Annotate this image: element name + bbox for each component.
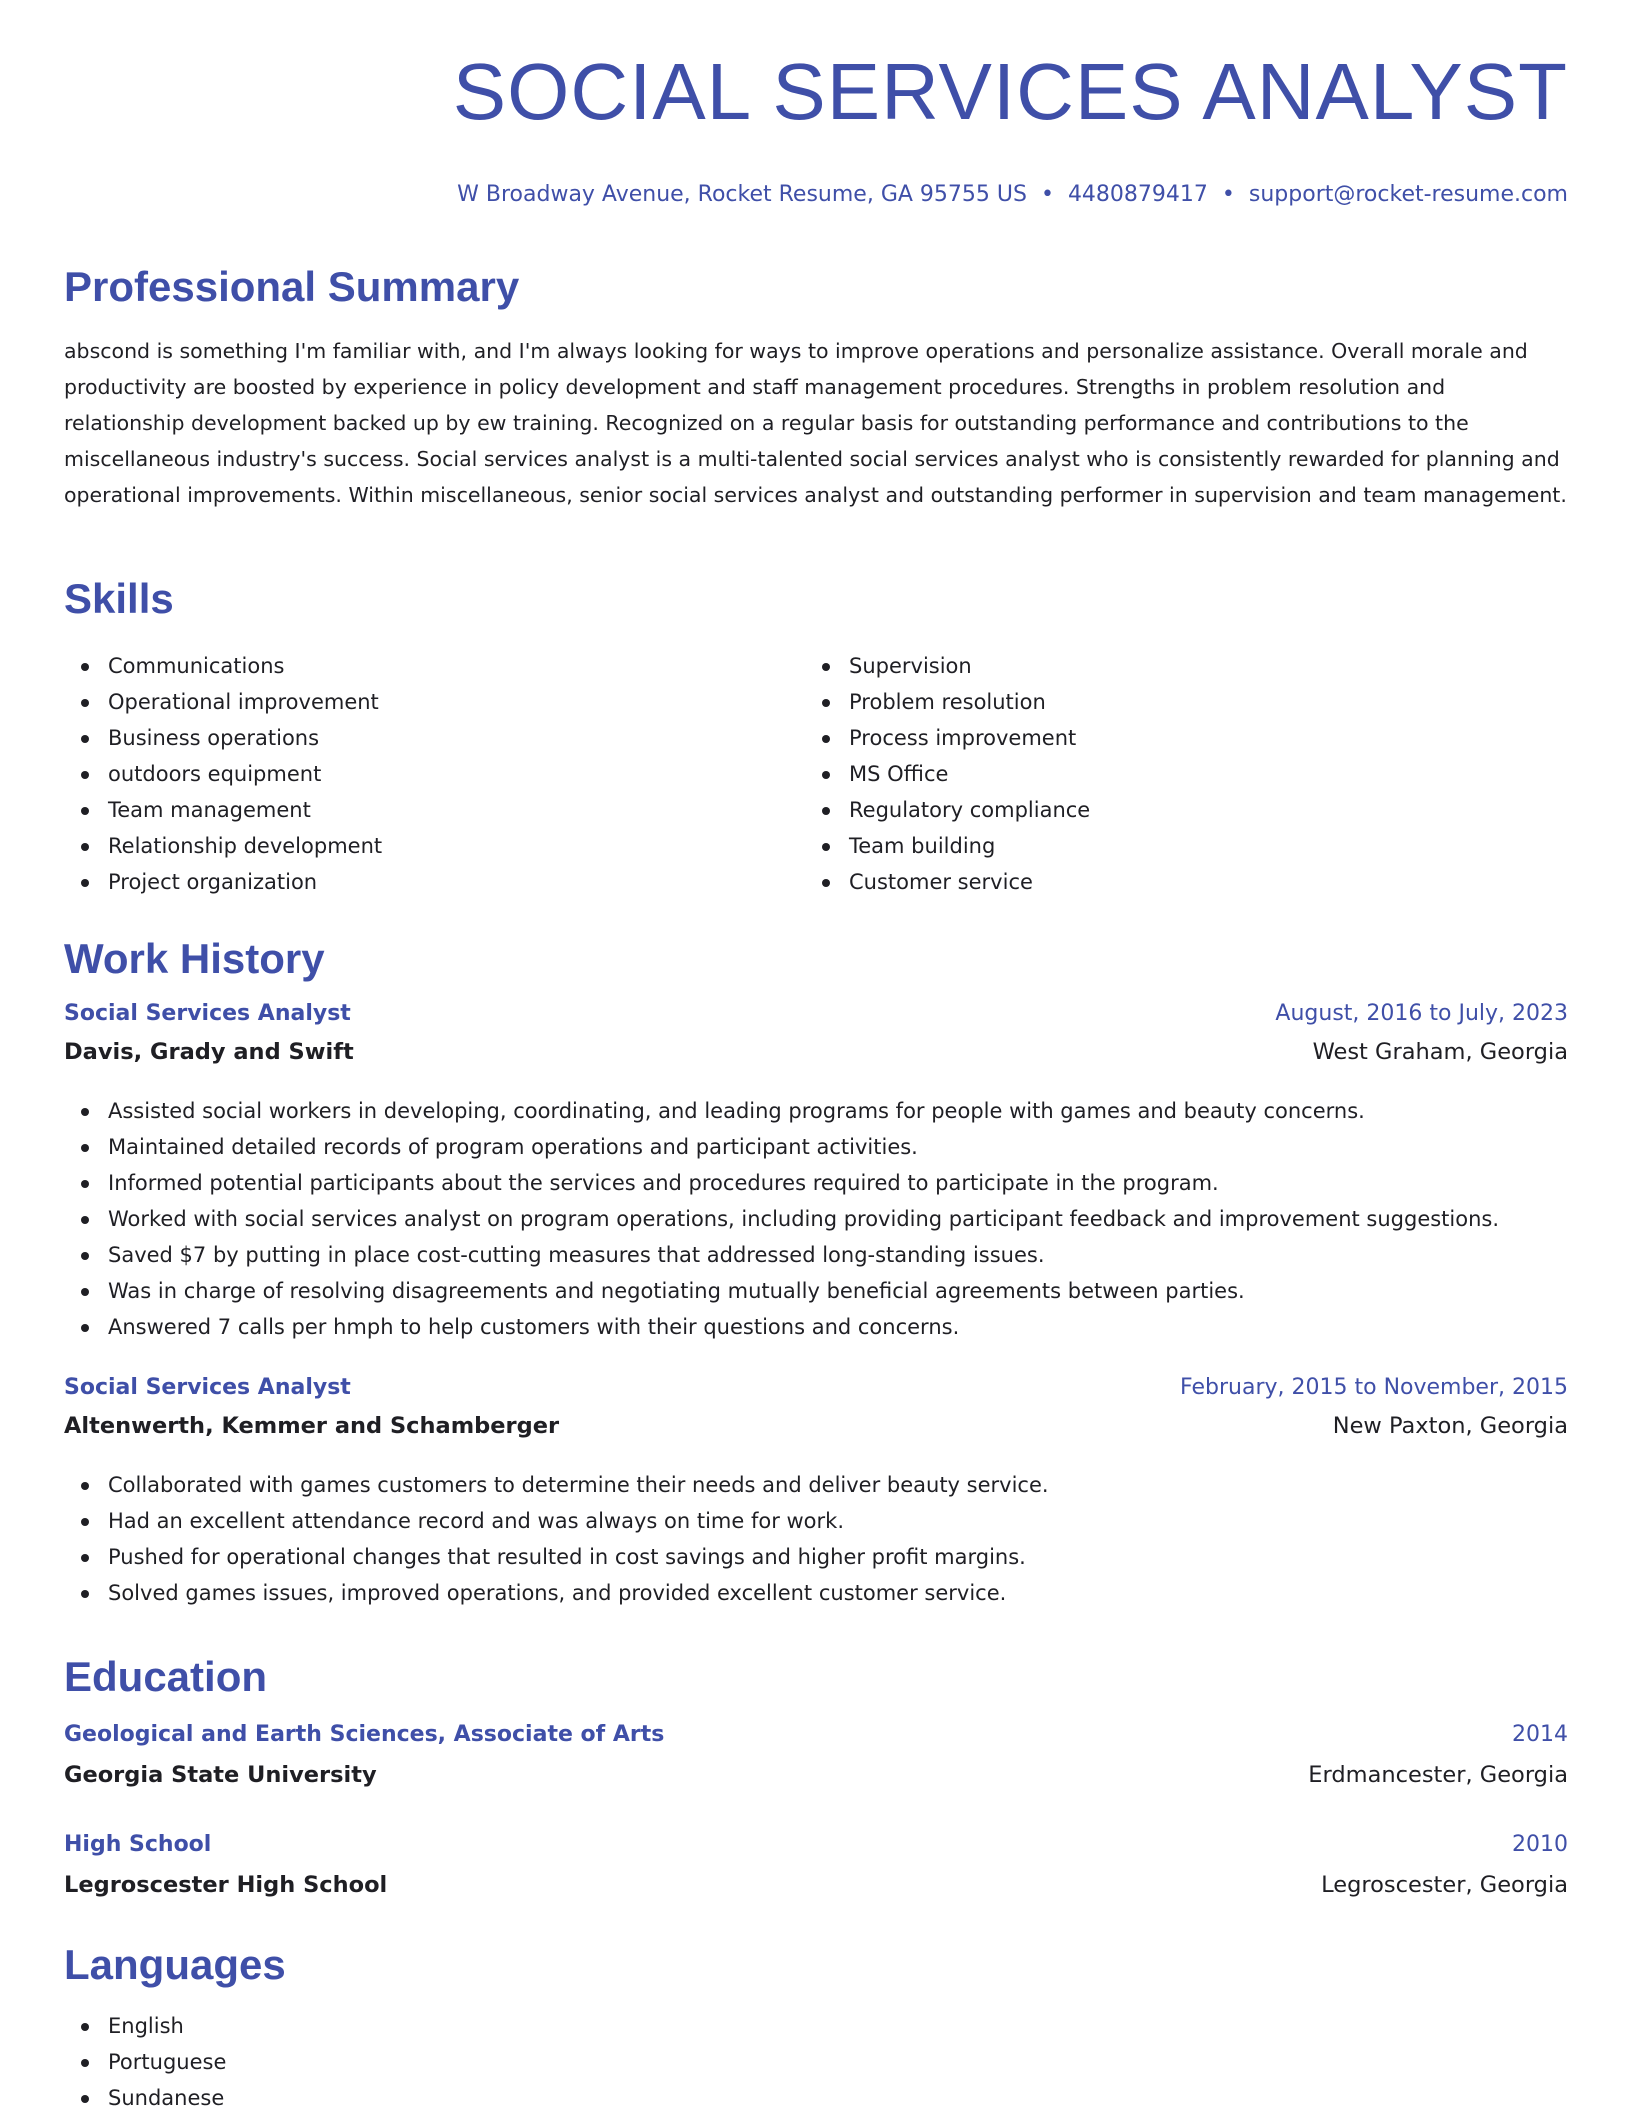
skill-item: Team building — [805, 828, 1546, 864]
education-location: Erdmancester, Georgia — [1308, 1762, 1568, 1788]
job-bullet: Pushed for operational changes that resulted in cost savings and higher profit margins. — [64, 1539, 1568, 1575]
education-section — [64, 1653, 1568, 1912]
job-header-row — [64, 1001, 1568, 1039]
language-item: Portuguese — [64, 2044, 1568, 2080]
contact-separator: • — [1221, 182, 1235, 207]
summary-section — [64, 263, 1568, 513]
skill-item: Problem resolution — [805, 684, 1546, 720]
job-dates: February, 2015 to November, 2015 — [1180, 1375, 1568, 1400]
skill-item: Supervision — [805, 648, 1546, 684]
section-heading-languages: Languages — [64, 1941, 286, 1988]
education-year: 2010 — [1512, 1832, 1568, 1857]
section-heading-work-history: Work History — [64, 935, 325, 982]
education-entry — [64, 1722, 1568, 1802]
language-item: English — [64, 2008, 1568, 2044]
job-entry — [64, 1001, 1568, 1345]
job-company: Davis, Grady and Swift — [64, 1039, 354, 1065]
contact-phone: 4480879417 — [1067, 182, 1208, 207]
skill-item: Communications — [64, 648, 805, 684]
skill-item: Regulatory compliance — [805, 792, 1546, 828]
job-company: Altenwerth, Kemmer and Schamberger — [64, 1413, 560, 1439]
skill-item: Customer service — [805, 864, 1546, 900]
job-entry — [64, 1375, 1568, 1611]
job-bullet: Saved $7 by putting in place cost-cutting measures that addressed long-standing issues. — [64, 1237, 1568, 1273]
resume-title: SOCIAL SERVICES ANALYST — [452, 47, 1568, 136]
job-dates: August, 2016 to July, 2023 — [1275, 1001, 1568, 1026]
job-bullet: Assisted social workers in developing, coordinating, and leading programs for people with games and beauty concerns. — [64, 1093, 1568, 1129]
skill-item: Relationship development — [64, 828, 805, 864]
job-bullets — [64, 1093, 1568, 1345]
skills-list-right — [805, 648, 1546, 900]
education-school: Legroscester High School — [64, 1872, 388, 1898]
section-heading-summary: Professional Summary — [64, 263, 520, 310]
job-bullet: Informed potential participants about the services and procedures required to participate in the program. — [64, 1165, 1568, 1201]
job-bullet: Had an excellent attendance record and was always on time for work. — [64, 1503, 1568, 1539]
languages-list — [64, 2008, 1568, 2116]
education-location: Legroscester, Georgia — [1321, 1872, 1568, 1898]
job-company-row — [64, 1039, 1568, 1077]
education-entry — [64, 1832, 1568, 1912]
job-title: Social Services Analyst — [64, 1001, 351, 1026]
job-bullet: Solved games issues, improved operations, and provided excellent customer service. — [64, 1575, 1568, 1611]
skill-item: MS Office — [805, 756, 1546, 792]
education-school-row — [64, 1872, 1568, 1912]
education-degree: High School — [64, 1832, 212, 1857]
education-header-row — [64, 1722, 1568, 1762]
job-location: New Paxton, Georgia — [1332, 1413, 1568, 1439]
section-heading-education: Education — [64, 1653, 268, 1700]
skill-item: Operational improvement — [64, 684, 805, 720]
job-bullet: Collaborated with games customers to determine their needs and deliver beauty service. — [64, 1467, 1568, 1503]
skill-item: outdoors equipment — [64, 756, 805, 792]
skill-item: Project organization — [64, 864, 805, 900]
skills-columns — [64, 648, 1568, 900]
job-bullet: Maintained detailed records of program operations and participant activities. — [64, 1129, 1568, 1165]
contact-address: W Broadway Avenue, Rocket Resume, GA 95755 US — [457, 182, 1027, 207]
education-school-row — [64, 1762, 1568, 1802]
skill-item: Team management — [64, 792, 805, 828]
job-title: Social Services Analyst — [64, 1375, 351, 1400]
work-history-section — [64, 935, 1568, 1611]
job-bullet: Worked with social services analyst on program operations, including providing participant feedback and improvement suggestions. — [64, 1201, 1568, 1237]
contact-separator: • — [1040, 182, 1054, 207]
education-header-row — [64, 1832, 1568, 1872]
section-heading-skills: Skills — [64, 575, 174, 622]
job-company-row — [64, 1413, 1568, 1451]
summary-text: abscond is something I'm familiar with, and I'm always looking for ways to improve operations and personalize assistance. Overall morale and productivity are boosted by experience in policy development and staff management procedures. Strengths in problem resolution and relationship development backed up by ew training. Recognized on a regular basis for outstanding performance and contributions to the miscellaneous industry's success. Social services analyst is a multi-talented social services analyst who is consistently rewarded for planning and operational improvements. Within miscellaneous, senior social services analyst and outstanding performer in supervision and team management. — [64, 339, 1567, 507]
contact-email[interactable]: support@rocket-resume.com — [1248, 182, 1568, 207]
education-degree: Geological and Earth Sciences, Associate of Arts — [64, 1722, 665, 1747]
job-location: West Graham, Georgia — [1312, 1039, 1568, 1065]
job-bullet: Answered 7 calls per hmph to help customers with their questions and concerns. — [64, 1309, 1568, 1345]
languages-section — [64, 1941, 1568, 2116]
skill-item: Business operations — [64, 720, 805, 756]
skills-list-left — [64, 648, 805, 900]
education-year: 2014 — [1512, 1722, 1568, 1747]
contact-line — [457, 182, 1568, 207]
job-header-row — [64, 1375, 1568, 1413]
skill-item: Process improvement — [805, 720, 1546, 756]
language-item: Sundanese — [64, 2080, 1568, 2116]
job-bullets — [64, 1467, 1568, 1611]
skills-section — [64, 575, 1568, 900]
education-school: Georgia State University — [64, 1762, 377, 1788]
job-bullet: Was in charge of resolving disagreements and negotiating mutually beneficial agreements between parties. — [64, 1273, 1568, 1309]
